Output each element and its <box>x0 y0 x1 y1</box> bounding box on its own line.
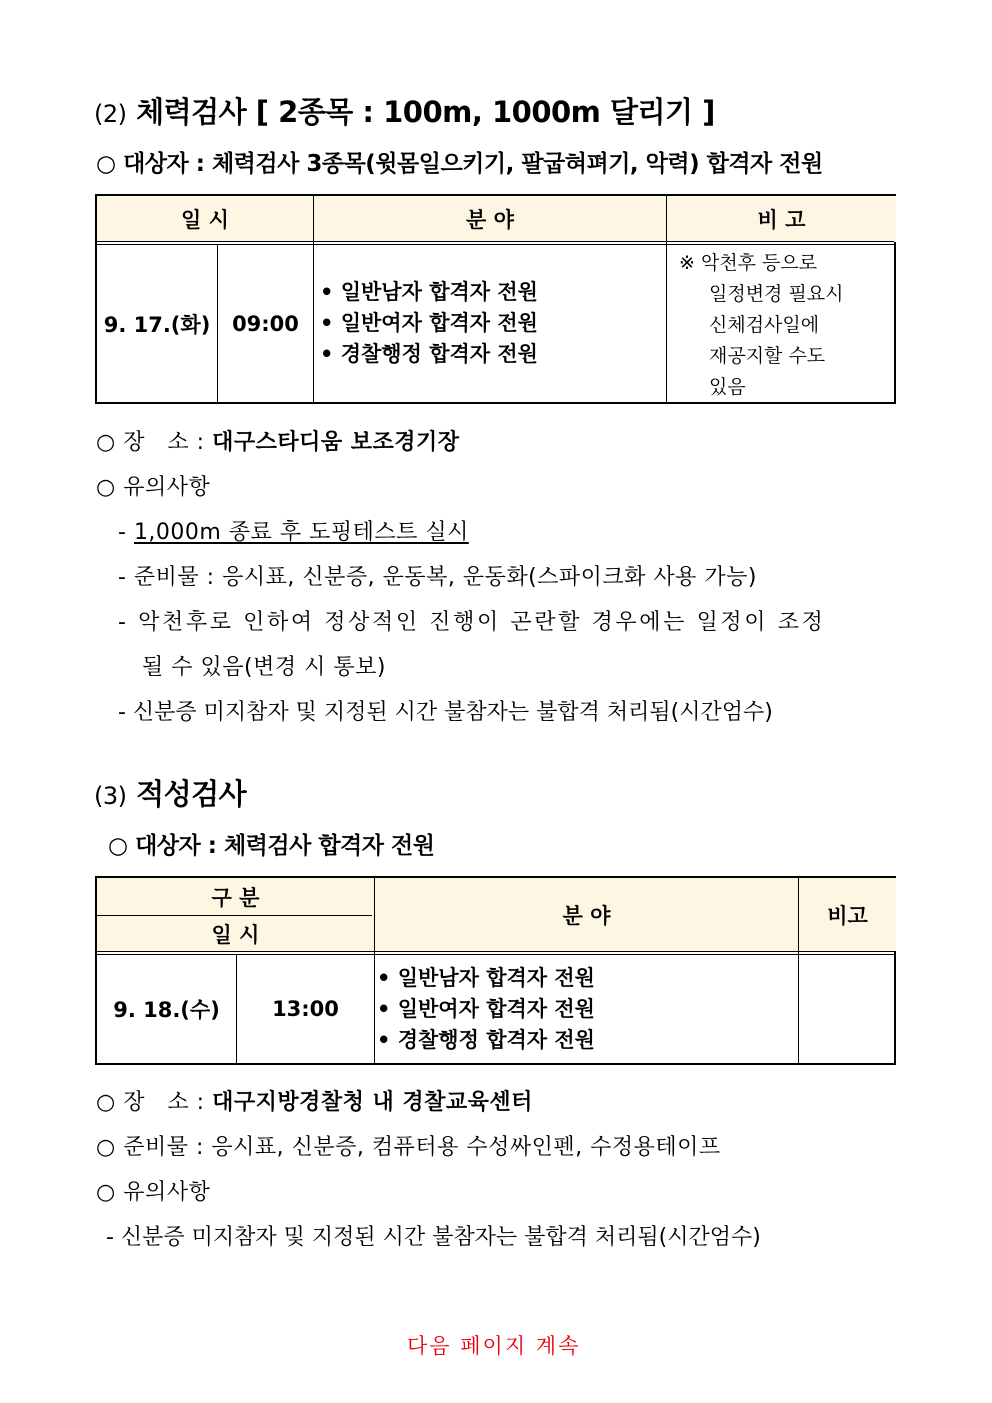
header-remarks: 비 고 <box>667 196 896 242</box>
section-number: (3) <box>94 782 127 810</box>
note-dash: - <box>118 520 134 545</box>
place-label: ○ 장 소 : <box>96 1090 213 1115</box>
target-value: 체력검사 3종목(윗몸일으키기, 팔굽혀펴기, 악력) 합격자 전원 <box>211 151 823 177</box>
section3-heading <box>94 772 246 813</box>
schedule-table-2 <box>95 876 896 1065</box>
remark-line: 일정변경 필요시 <box>709 283 844 305</box>
note-underlined: 1,000m 종료 후 도핑테스트 실시 <box>133 520 469 545</box>
remark-line: ※ 악천후 등으로 <box>679 252 818 274</box>
note-item: - 악천후로 인하여 정상적인 진행이 곤란할 경우에는 일정이 조정 <box>118 610 826 635</box>
section3-place <box>96 1085 533 1116</box>
time-cell: 13:00 <box>272 997 339 1021</box>
field-item: • 경찰행정 합격자 전원 <box>320 342 538 366</box>
section3-prep: ○ 준비물 : 응시표, 신분증, 컴퓨터용 수성싸인펜, 수정용테이프 <box>96 1135 721 1160</box>
remark-line: 신체검사일에 <box>709 314 820 336</box>
remark-line: 있음 <box>709 376 746 398</box>
date-cell: 9. 18.(수) <box>113 998 220 1022</box>
note-item <box>118 515 469 546</box>
remarks <box>679 248 844 403</box>
field-item: • 일반여자 합격자 전원 <box>377 996 595 1021</box>
place-value: 대구스타디움 보조경기장 <box>212 430 460 455</box>
note-item-cont: 될 수 있음(변경 시 통보) <box>142 655 386 680</box>
note-item: - 신분증 미지참자 및 지정된 시간 불참자는 불합격 처리됨(시간엄수) <box>118 700 773 725</box>
schedule-table-1 <box>95 194 896 404</box>
header-datetime: 일 시 <box>97 196 313 242</box>
date-cell: 9. 17.(화) <box>103 312 211 337</box>
notes-label: ○ 유의사항 <box>96 1180 211 1205</box>
time-cell: 09:00 <box>232 311 299 336</box>
section-title: 적성검사 <box>136 777 247 811</box>
header-field: 분 야 <box>314 196 666 242</box>
field-list <box>314 245 666 402</box>
header-datetime: 일 시 <box>97 916 374 951</box>
place-label: ○ 장 소 : <box>96 430 213 455</box>
header-category: 구 분 <box>97 878 374 915</box>
field-item: • 일반남자 합격자 전원 <box>320 280 538 304</box>
continued-notice: 다음 페이지 계속 <box>407 1334 581 1358</box>
note-item: - 신분증 미지참자 및 지정된 시간 불참자는 불합격 처리됨(시간엄수) <box>106 1225 761 1250</box>
section2-place <box>96 425 460 456</box>
field-item: • 일반여자 합격자 전원 <box>320 311 538 335</box>
note-item: - 준비물 : 응시표, 신분증, 운동복, 운동화(스파이크화 사용 가능) <box>118 565 757 590</box>
section3-target: ○ 대상자 : 체력검사 합격자 전원 <box>108 833 435 859</box>
remark-line: 재공지할 수도 <box>709 345 826 367</box>
place-value: 대구지방경찰청 내 경찰교육센터 <box>212 1090 533 1115</box>
header-remarks: 비고 <box>799 878 896 951</box>
section2-heading <box>94 90 715 131</box>
section-number: (2) <box>94 100 127 128</box>
section2-target <box>96 145 823 178</box>
field-list <box>375 955 798 1063</box>
target-label: ○ 대상자 : <box>96 151 212 177</box>
header-field: 분 야 <box>375 878 798 951</box>
notes-label: ○ 유의사항 <box>96 475 211 500</box>
field-item: • 경찰행정 합격자 전원 <box>377 1027 595 1052</box>
section-title: 체력검사 [ 2종목 : 100m, 1000m 달리기 ] <box>136 95 715 129</box>
field-item: • 일반남자 합격자 전원 <box>377 965 595 990</box>
